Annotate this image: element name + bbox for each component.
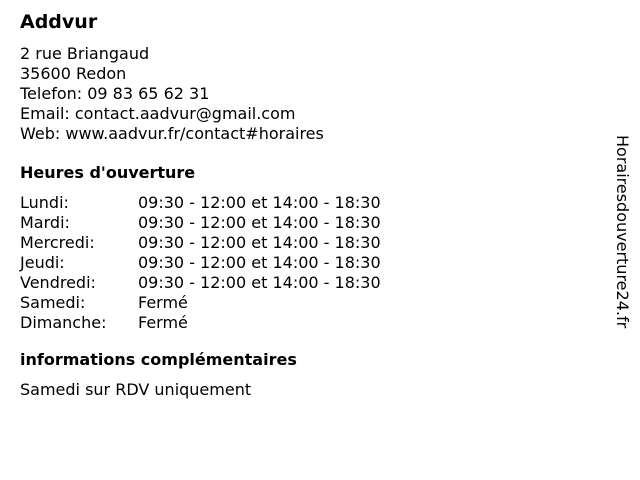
hours-row-wednesday — [20, 233, 600, 253]
additional-info-text: Samedi sur RDV uniquement — [20, 380, 252, 399]
time-range: 09:30 - 12:00 et 14:00 - 18:30 — [138, 193, 381, 212]
contact-details — [20, 44, 600, 144]
hours-row-friday — [20, 273, 600, 293]
business-card — [20, 10, 600, 400]
additional-info-title: informations complémentaires — [20, 350, 297, 369]
time-range: 09:30 - 12:00 et 14:00 - 18:30 — [138, 253, 381, 272]
site-watermark: Horairesdouverture24.fr — [613, 135, 632, 329]
time-range: Fermé — [138, 293, 188, 312]
email-address: Email: contact.aadvur@gmail.com — [20, 104, 296, 123]
postal-city: 35600 Redon — [20, 64, 127, 83]
hours-row-thursday — [20, 253, 600, 273]
day-label: Samedi: — [20, 293, 86, 312]
hours-row-tuesday — [20, 213, 600, 233]
time-range: 09:30 - 12:00 et 14:00 - 18:30 — [138, 213, 381, 232]
hours-row-saturday — [20, 293, 600, 313]
day-label: Vendredi: — [20, 273, 96, 292]
day-label: Mercredi: — [20, 233, 95, 252]
street-address: 2 rue Briangaud — [20, 44, 150, 63]
phone-number: Telefon: 09 83 65 62 31 — [20, 84, 210, 103]
day-label: Dimanche: — [20, 313, 107, 332]
hours-row-sunday — [20, 313, 600, 333]
hours-row-monday — [20, 193, 600, 213]
time-range: 09:30 - 12:00 et 14:00 - 18:30 — [138, 233, 381, 252]
opening-hours-title: Heures d'ouverture — [20, 163, 196, 182]
day-label: Lundi: — [20, 193, 69, 212]
day-label: Mardi: — [20, 213, 70, 232]
day-label: Jeudi: — [20, 253, 65, 272]
time-range: Fermé — [138, 313, 188, 332]
website-address: Web: www.aadvur.fr/contact#horaires — [20, 124, 324, 143]
time-range: 09:30 - 12:00 et 14:00 - 18:30 — [138, 273, 381, 292]
opening-hours-table — [20, 193, 600, 333]
business-name: Addvur — [20, 11, 98, 33]
